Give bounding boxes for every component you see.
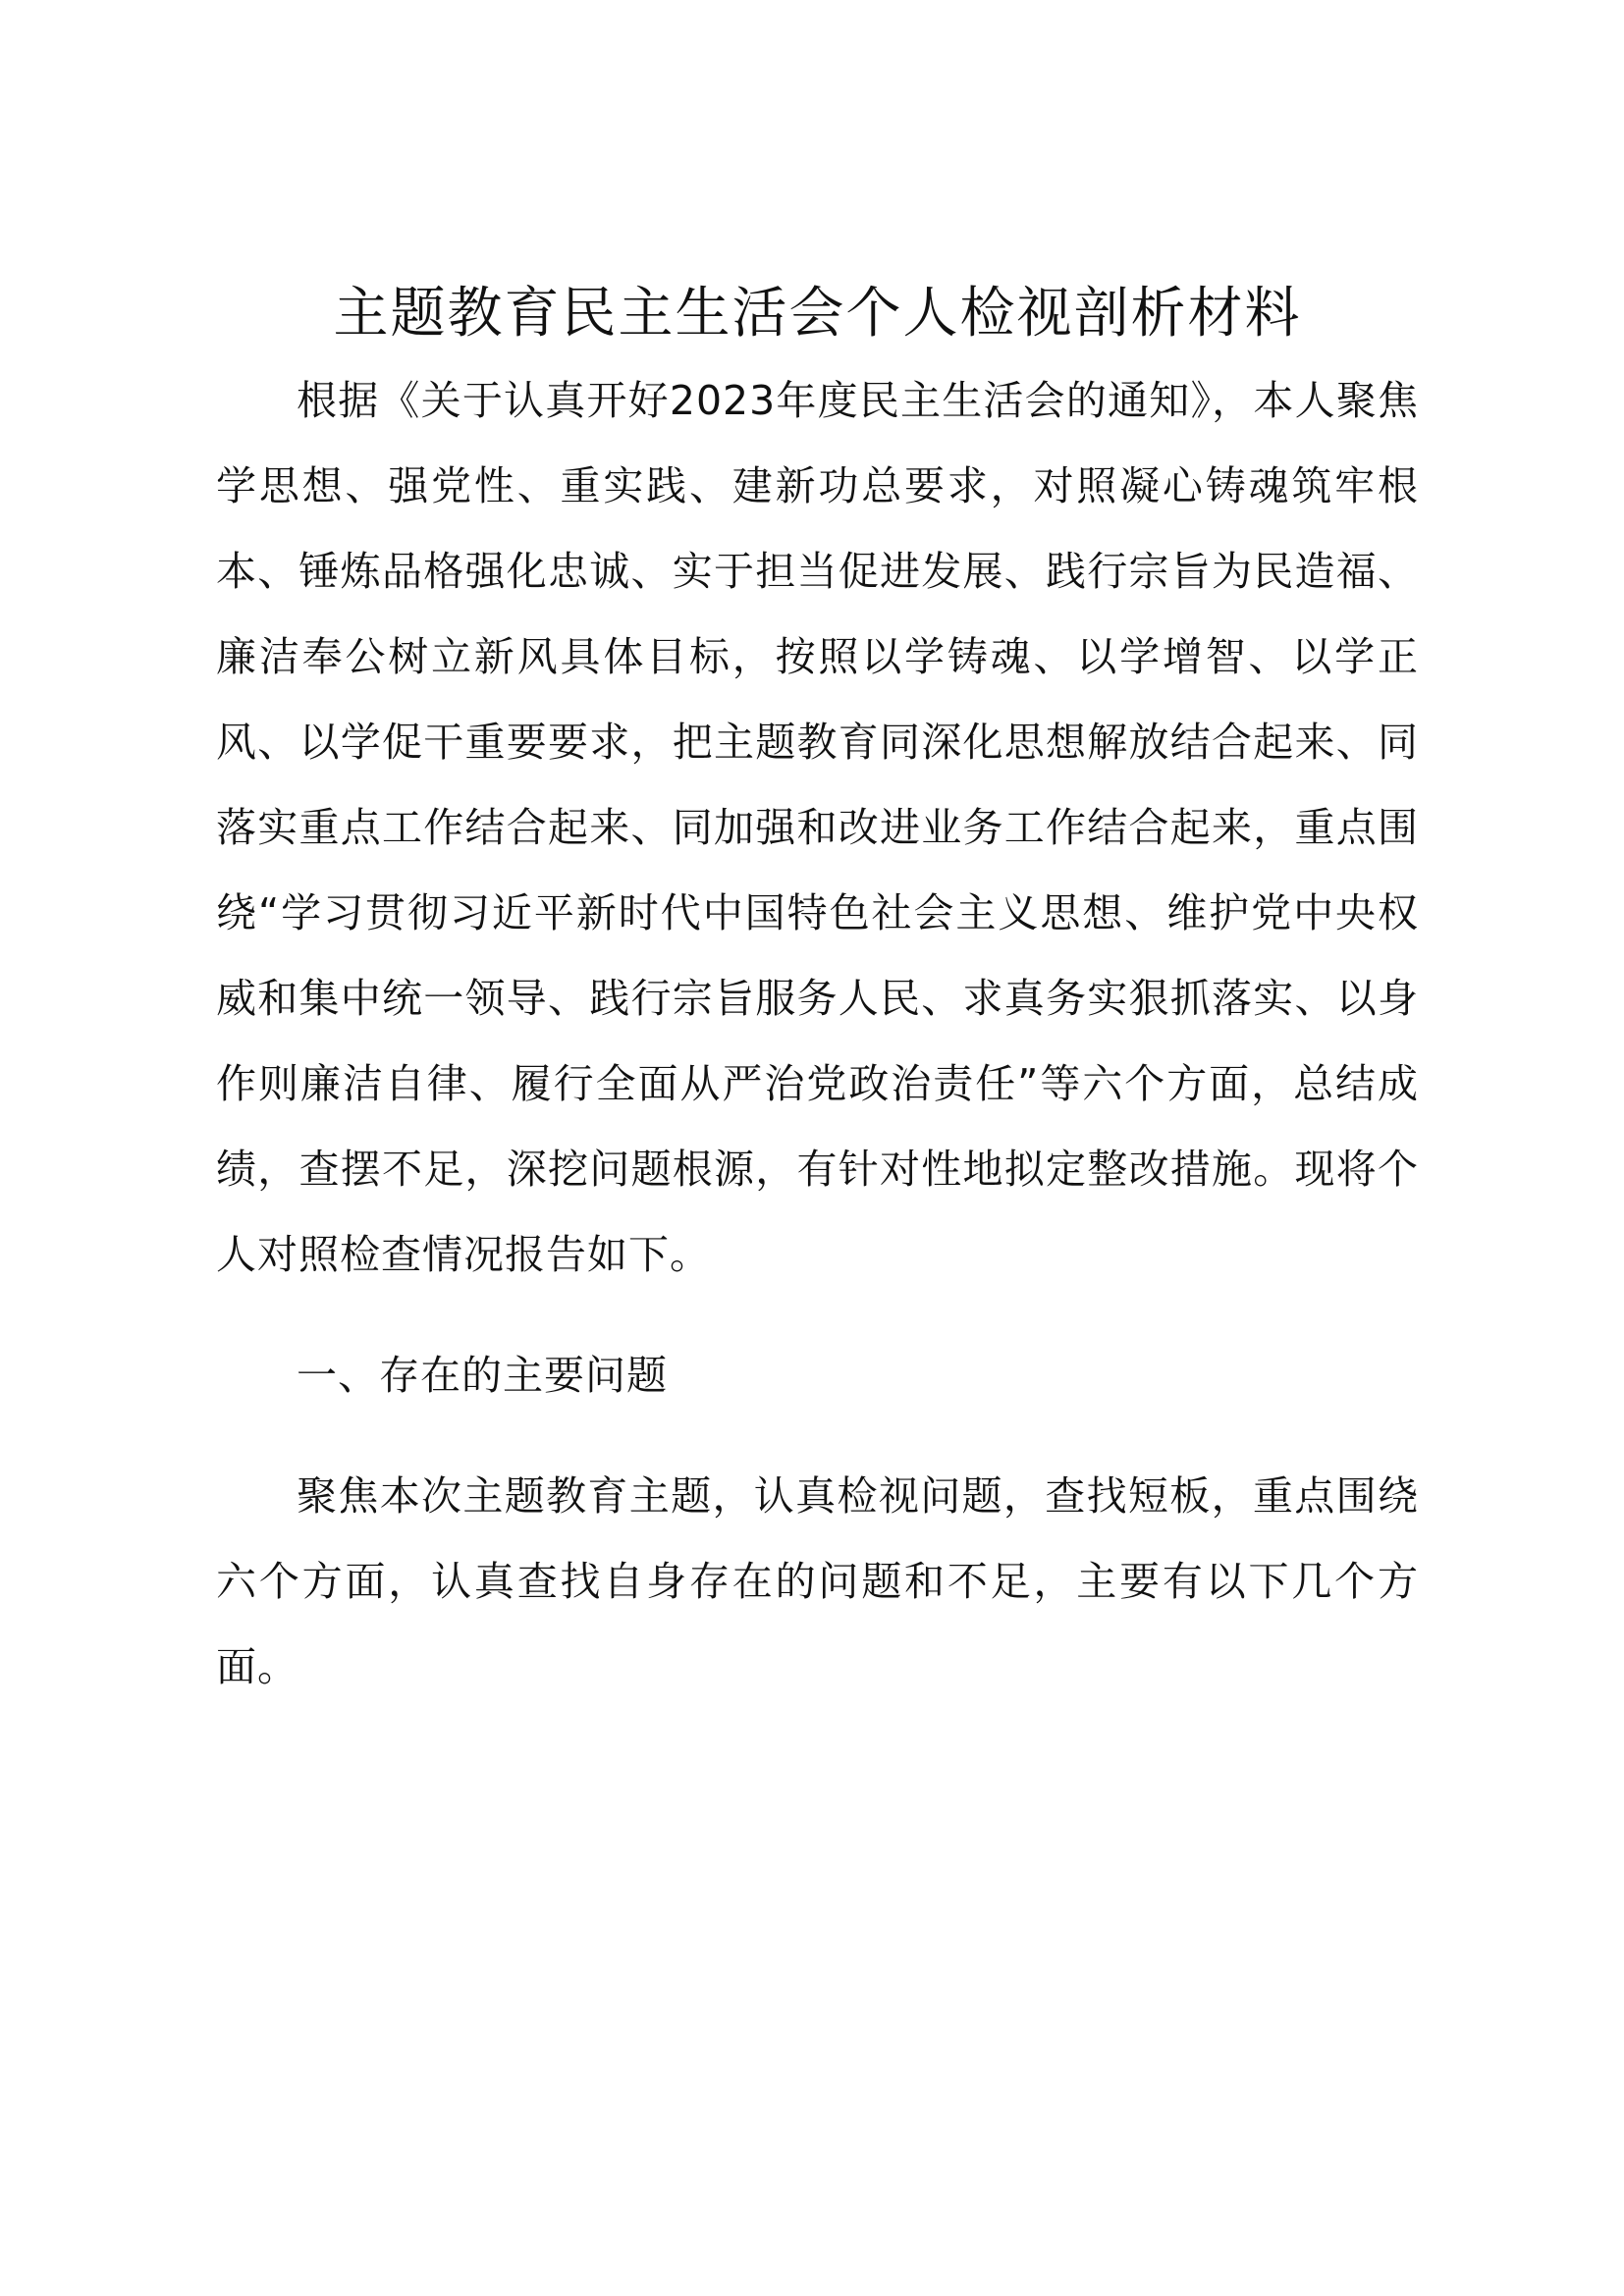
section-heading-main-problems: 一、存在的主要问题 <box>297 1352 668 1399</box>
intro-paragraph: 根据《关于认真开好2023年度民主生活会的通知》，本人聚焦学思想、强党性、重实践、建新功总要求，对照凝心铸魂筑牢根本、锤炼品格强化忠诚、实于担当促进发展、践行宗旨为民造福、廉洁奉公树立新风具体目标，按照以学铸魂、以学增智、以学正风、以学促干重要要求，把主题教育同深化思想解放结合起来、同落实重点工作结合起来、同加强和改进业务工作结合起来，重点围绕“学习贯彻习近平新时代中国特色社会主义思想、维护党中央权威和集中统一领导、践行宗旨服务人民、求真务实狠抓落实、以身作则廉洁自律、履行全面从严治党政治责任”等六个方面，总结成绩，查摆不足，深挖问题根源，有针对性地拟定整改措施。现将个人对照检查情况报告如下。 <box>216 377 1419 1278</box>
document-content <box>216 270 1419 1710</box>
section-paragraph-main-problems: 聚焦本次主题教育主题，认真检视问题，查找短板，重点围绕六个方面，认真查找自身存在的问题和不足，主要有以下几个方面。 <box>216 1472 1419 1690</box>
document-title: 主题教育民主生活会个人检视剖析材料 <box>333 282 1302 346</box>
